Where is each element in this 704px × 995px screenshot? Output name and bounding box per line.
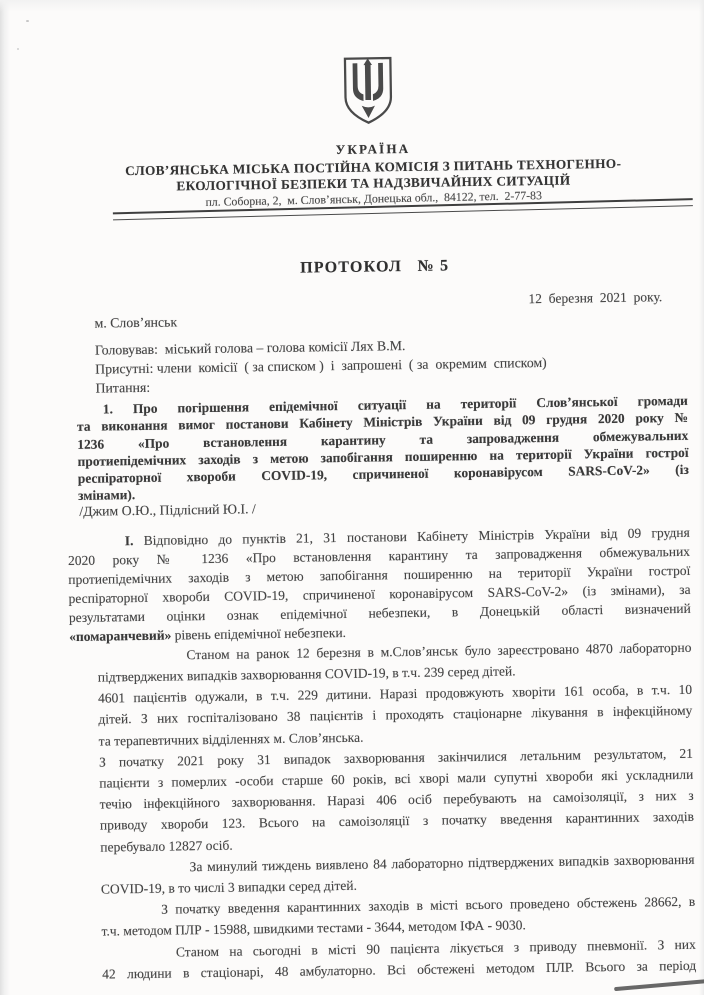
text-line: Станом на сьогодні в місті 90 пацієнта лікується з приводу пневмонії. З них [175,936,696,960]
protocol-date: 12 березня 2021 року. [528,289,663,307]
text-line: приводу хвороби 123. Всього на самоізоляції з початку введення карантинних заходів [99,809,695,834]
text-line: перебувало 12827 осіб. [100,837,233,855]
text-line: протиепідемічних заходів з метою запобігання поширенню на території України гострої [68,562,691,587]
text-line: респіраторної хвороби COVID-19, спричиненої коронавірусом SARS-CoV-2» (із змінами), за [68,581,691,606]
country-name: УКРАЇНА [335,140,411,158]
ukraine-trident-emblem [339,55,398,126]
text-line: 4601 пацієнтів одужали, в т.ч. 229 дитини. Наразі продовжують хворіти 161 особа, в т.ч. 10 [97,681,693,706]
text-line: Станом на ранок 12 березня в м.Слов’янськ було зареєстровано 4870 лабораторно [186,639,692,663]
protocol-city: м. Слов’янськ [94,314,178,331]
text-line: респіраторної хвороби COVID-19, спричиненої коронавірусом SARS-CoV-2» (із [77,462,689,487]
text-line: 1. Про погіршення епідемічної ситуації на території Слов’янської громади [102,392,688,417]
scan-edge-left [0,0,10,995]
scan-edge-top [0,0,704,12]
highlighted-term: «помаранчевий» [69,627,172,644]
paragraph-number: І. [124,532,134,548]
text-line: З початку 2021 року 31 випадок захворювання закінчилися летальним результатом, 21 [98,745,694,770]
org-address: пл. Соборна, 2, м. Слов’янськ, Донецька обл., 84122, тел. 2-77-83 [205,188,543,209]
org-name-line2: ЕКОЛОГІЧНОЇ БЕЗПЕКИ ТА НАДЗВИЧАЙНИХ СИТУАЦІЙ [176,172,571,194]
questions-label: Питання: [95,379,151,396]
text-line: дітей. З них госпіталізовано 38 пацієнтів і проходять стаціонарне лікування в інфекційному [98,703,693,728]
fatalities-paragraph [99,743,695,858]
protocol-title: ПРОТОКОЛ № 5 [300,257,450,277]
text-line: змінами). [77,487,136,504]
text-line: З початку введення карантинних заходів в місті всього проведено обстежень 28662, в [161,894,696,917]
text-line: пацієнти з померлих -особи старше 60 років, всі хворі мали супутні хвороби які ускладнили [99,766,694,791]
text-line: За минулий тиждень виявлено 84 лабораторно підтверджених випадків захворювання [189,851,695,875]
attendees-line: Присутні: члени комісії ( за списком ) і запрошені ( за окремим списком) [95,354,547,377]
text-line: підтверджених випадків захворювання COVID-19, в т.ч. 239 серед дітей. [97,663,516,685]
text-line: протиепідемічних заходів з метою запобігання поширенню на території України гострої [77,444,689,469]
text-line: 42 людини в стаціонарі, 48 амбулаторно. Всі обстежені методом ПЛР. Всього за період [102,957,697,982]
speakers-line: /Джим О.Ю., Підлісний Ю.І. / [79,501,256,519]
text-segment: рівень епідемічної небезпеки. [171,624,347,643]
text-line: COVID-19, в то числі 3 випадки серед дітей. [100,877,358,897]
org-name-line1: СЛОВ’ЯНСЬКА МІСЬКА ПОСТІЙНА КОМІСІЯ З ПИТАНЬ ТЕХНОГЕННО- [125,155,622,179]
chairman-line: Головував: міський голова – голова комісії Лях В.М. [94,338,406,358]
text-line: та виконання вимог постанови Кабінету Міністрів України від 09 грудня 2020 року № [76,410,689,435]
resolution-paragraph [68,523,692,646]
scan-edge-right [699,0,704,995]
pneumonia-paragraph [102,933,697,984]
recovered-paragraph [98,679,693,751]
text-line: 1236 «Про встановлення карантину та запровадження обмежувальних [77,427,689,452]
text-line: т.ч. методом ПЛР - 15988, швидкими тестами - 3644, методом ІФА - 9030. [101,917,526,940]
text-line: результатами оцінки ознак епідемічної небезпеки, в Донецькій області визначений [68,600,691,625]
question-1-paragraph [77,392,689,505]
text-line: 2020 року № 1236 «Про встановлення карантину та запровадження обмежувальних [67,543,691,568]
text-segment: Відповідно до пунктів 21, 31 постанови Кабінету Міністрів України від 09 грудня [133,524,690,548]
text-line: течію інфекційного захворювання. Наразі 406 осіб перебувають на самоізоляції, з них з [99,787,694,812]
text-line: та терапевтичних відділеннях м. Слов’янська. [98,729,364,749]
statistics-section [97,637,696,985]
